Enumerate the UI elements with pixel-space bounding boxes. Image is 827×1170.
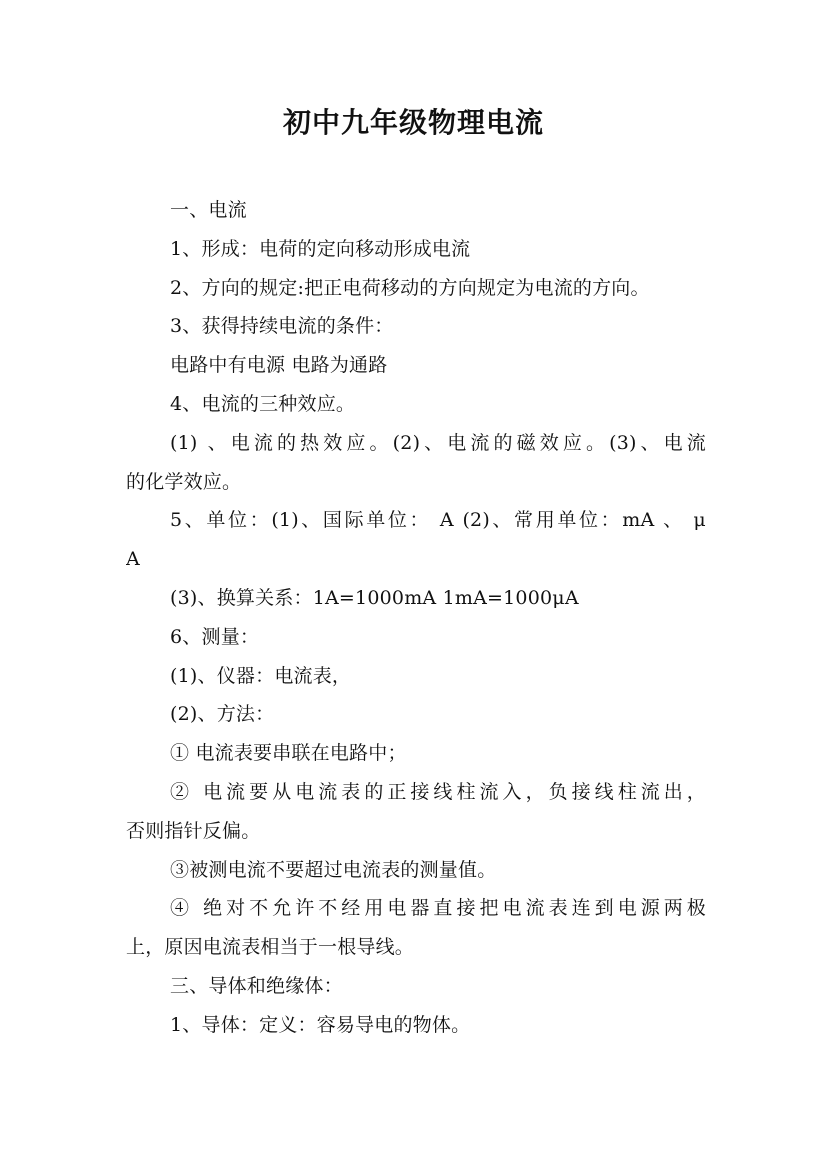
paragraph-units-cont: A [126, 548, 140, 571]
list-item-rule-2-cont: 否则指针反偏。 [126, 819, 261, 842]
paragraph-effects-list-cont: 的化学效应。 [126, 470, 242, 493]
document-body [126, 191, 706, 1045]
page-title: 初中九年级物理电流 [282, 106, 544, 139]
paragraph-conversion: (3)、换算关系：1A=1000mA 1mA=1000μA [170, 586, 579, 609]
paragraph-effects-list: (1) 、电流的热效应。(2)、电流的磁效应。(3)、电流 [170, 431, 706, 454]
paragraph-effects: 4、电流的三种效应。 [170, 392, 356, 415]
paragraph-formation: 1、形成：电荷的定向移动形成电流 [170, 237, 471, 260]
paragraph-units: 5、单位：(1)、国际单位： A (2)、常用单位：mA 、 μ [170, 509, 706, 532]
paragraph-method: (2)、方法： [170, 703, 275, 726]
paragraph-instrument: (1)、仪器：电流表， [170, 664, 352, 687]
list-item-rule-4-cont: 上，原因电流表相当于一根导线。 [126, 936, 415, 959]
paragraph-measurement: 6、测量： [170, 625, 260, 648]
paragraph-conductor-definition: 1、导体：定义：容易导电的物体。 [170, 1013, 471, 1036]
section-heading-conductors: 三、导体和绝缘体： [170, 974, 343, 997]
list-item-rule-1: ① 电流表要串联在电路中； [170, 742, 407, 765]
list-item-rule-4: ④ 绝对不允许不经用电器直接把电流表连到电源两极 [170, 897, 706, 920]
list-item-rule-3: ③被测电流不要超过电流表的测量值。 [170, 858, 497, 881]
paragraph-conditions-detail: 电路中有电源 电路为通路 [170, 354, 388, 377]
paragraph-direction: 2、方向的规定:把正电荷移动的方向规定为电流的方向。 [170, 276, 650, 299]
list-item-rule-2: ② 电流要从电流表的正接线柱流入，负接线柱流出， [170, 780, 706, 803]
section-heading-current: 一、电流 [170, 199, 247, 221]
paragraph-conditions: 3、获得持续电流的条件： [170, 315, 394, 338]
